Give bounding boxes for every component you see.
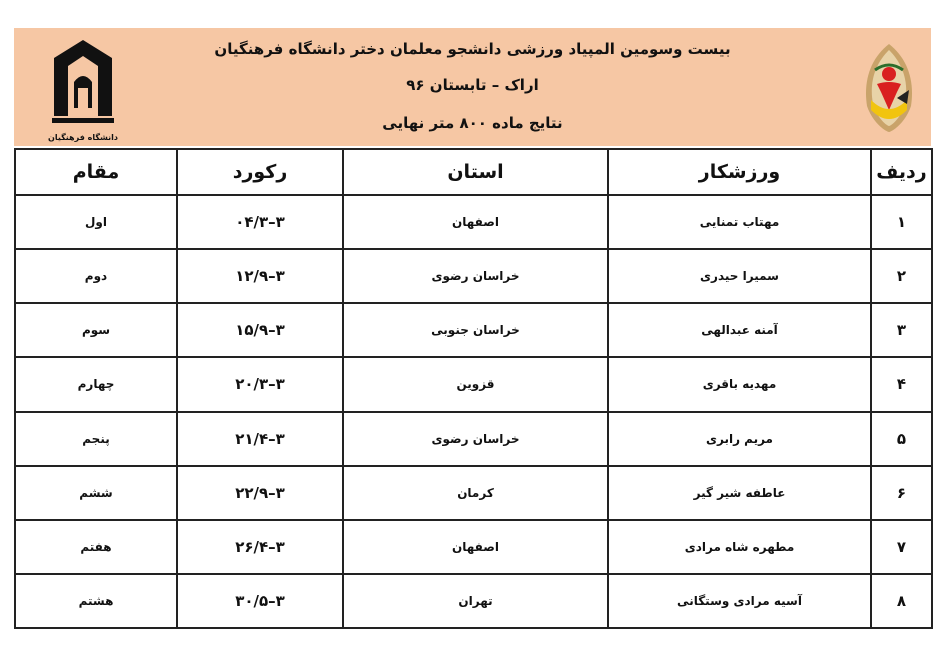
- athlete-name: مطهره شاه مرادی: [608, 520, 871, 574]
- row-index: ۴: [871, 357, 932, 411]
- rank-value: دوم: [15, 249, 177, 303]
- row-index: ۱: [871, 195, 932, 249]
- athlete-name: عاطفه شیر گیر: [608, 466, 871, 520]
- results-table: [14, 148, 933, 629]
- rank-value: هفتم: [15, 520, 177, 574]
- rank-value: ششم: [15, 466, 177, 520]
- logo-caption: دانشگاه فرهنگیان: [48, 133, 118, 142]
- table-header-row: [15, 149, 932, 195]
- column-header-index: ردیف: [871, 149, 932, 195]
- record-value: ۳–۰۴/۳: [177, 195, 343, 249]
- rank-value: پنجم: [15, 412, 177, 466]
- rank-value: سوم: [15, 303, 177, 357]
- province-name: خراسان جنوبی: [343, 303, 608, 357]
- table-row: [15, 412, 932, 466]
- record-value: ۳–۲۰/۳: [177, 357, 343, 411]
- row-index: ۵: [871, 412, 932, 466]
- province-name: اصفهان: [343, 520, 608, 574]
- table-row: [15, 303, 932, 357]
- table-row: [15, 249, 932, 303]
- column-header-rank: مقام: [15, 149, 177, 195]
- event-title: بیست وسومین المپیاد ورزشی دانشجو معلمان دختر دانشگاه فرهنگیان: [214, 40, 731, 58]
- athlete-name: مهتاب تمنایی: [608, 195, 871, 249]
- table-row: [15, 357, 932, 411]
- row-index: ۶: [871, 466, 932, 520]
- province-name: قزوین: [343, 357, 608, 411]
- olympiad-emblem-icon: [857, 40, 921, 136]
- record-value: ۳–۲۲/۹: [177, 466, 343, 520]
- row-index: ۲: [871, 249, 932, 303]
- column-header-athlete: ورزشکار: [608, 149, 871, 195]
- record-value: ۳–۲۱/۴: [177, 412, 343, 466]
- row-index: ۸: [871, 574, 932, 628]
- table-row: [15, 520, 932, 574]
- row-index: ۳: [871, 303, 932, 357]
- athlete-name: مهدیه باقری: [608, 357, 871, 411]
- record-value: ۳–۲۶/۴: [177, 520, 343, 574]
- page-header: [14, 28, 931, 146]
- column-header-record: رکورد: [177, 149, 343, 195]
- table-row: [15, 574, 932, 628]
- event-location-date: اراک – تابستان ۹۶: [406, 76, 539, 94]
- rank-value: اول: [15, 195, 177, 249]
- event-results-title: نتایج ماده ۸۰۰ متر نهایی: [382, 114, 563, 132]
- column-header-province: استان: [343, 149, 608, 195]
- athlete-name: آمنه عبدالهی: [608, 303, 871, 357]
- record-value: ۳–۱۵/۹: [177, 303, 343, 357]
- table-row: [15, 195, 932, 249]
- rank-value: هشتم: [15, 574, 177, 628]
- title-block: [164, 28, 781, 146]
- table-row: [15, 466, 932, 520]
- province-name: خراسان رضوی: [343, 249, 608, 303]
- athlete-name: مریم رابری: [608, 412, 871, 466]
- farhangian-logo-icon: [44, 36, 122, 142]
- province-name: خراسان رضوی: [343, 412, 608, 466]
- province-name: اصفهان: [343, 195, 608, 249]
- rank-value: چهارم: [15, 357, 177, 411]
- province-name: تهران: [343, 574, 608, 628]
- athlete-name: آسیه مرادی وستگانی: [608, 574, 871, 628]
- record-value: ۳–۱۲/۹: [177, 249, 343, 303]
- row-index: ۷: [871, 520, 932, 574]
- province-name: کرمان: [343, 466, 608, 520]
- record-value: ۳–۳۰/۵: [177, 574, 343, 628]
- athlete-name: سمیرا حیدری: [608, 249, 871, 303]
